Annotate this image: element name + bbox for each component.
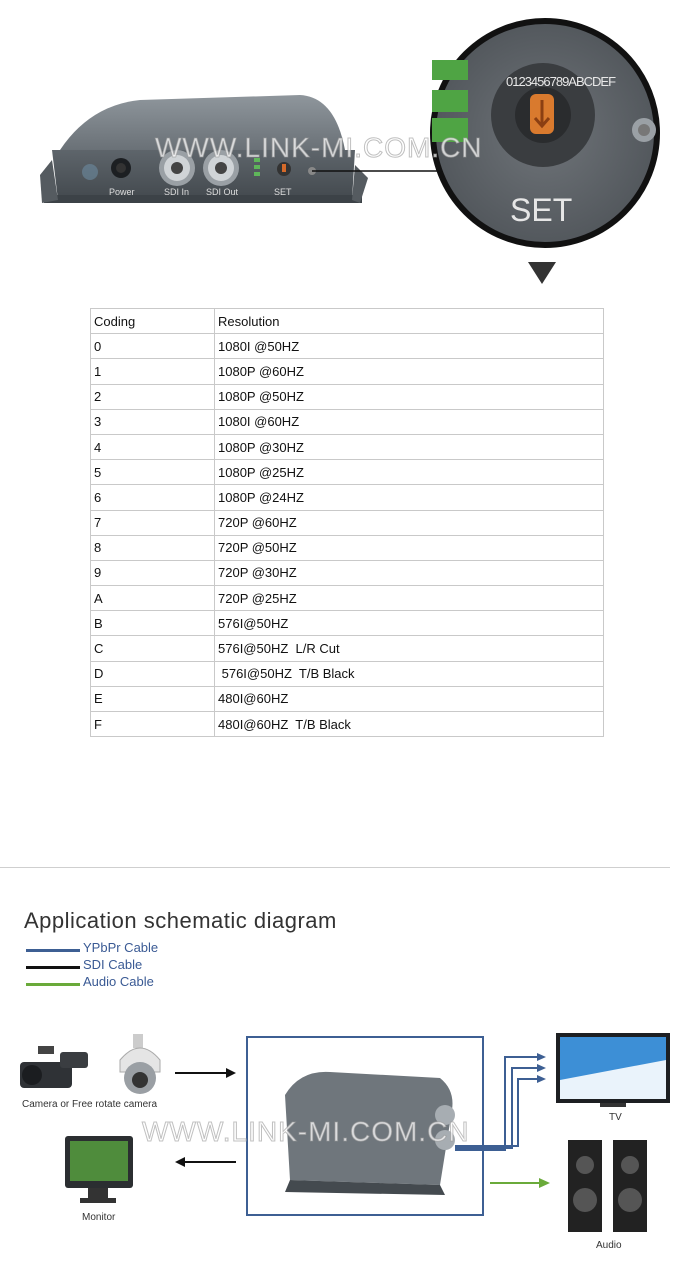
- table-row: [91, 586, 604, 611]
- table-row: [91, 334, 604, 359]
- tv-label: TV: [609, 1112, 622, 1123]
- resolution-cell: 720P @50HZ: [215, 535, 604, 560]
- coding-cell: C: [91, 636, 215, 661]
- resolution-cell: 576I@50HZ L/R Cut: [215, 636, 604, 661]
- coding-cell: A: [91, 586, 215, 611]
- table-row: [91, 712, 604, 737]
- resolution-table: [90, 308, 604, 737]
- audio-label: Audio: [596, 1240, 622, 1251]
- set-dial: [277, 162, 291, 176]
- application-title: Application schematic diagram: [24, 908, 337, 933]
- coding-cell: 3: [91, 409, 215, 434]
- coding-cell: 5: [91, 460, 215, 485]
- sdi-in-label: SDI In: [164, 187, 190, 197]
- camera-label: Camera or Free rotate camera: [22, 1099, 158, 1110]
- coding-cell: B: [91, 611, 215, 636]
- coding-cell: 1: [91, 359, 215, 384]
- watermark-top: WWW.LINK-MI.COM.CN: [155, 132, 483, 163]
- coding-cell: 0: [91, 334, 215, 359]
- coding-cell: D: [91, 661, 215, 686]
- legend-audio-line: [26, 983, 80, 986]
- legend-ypbpr-line: [26, 949, 80, 952]
- table-row: [91, 661, 604, 686]
- table-row: [91, 434, 604, 459]
- coding-cell: E: [91, 686, 215, 711]
- table-row: [91, 485, 604, 510]
- legend-sdi-text: SDI Cable: [83, 957, 143, 972]
- table-row: [91, 560, 604, 585]
- resolution-cell: 1080P @50HZ: [215, 384, 604, 409]
- table-row: [91, 510, 604, 535]
- speakers-icon: [568, 1140, 647, 1232]
- table-header-row: [91, 309, 604, 334]
- monitor-icon: [65, 1136, 133, 1203]
- resolution-cell: 480I@60HZ T/B Black: [215, 712, 604, 737]
- monitor-label: Monitor: [82, 1212, 116, 1223]
- resolution-cell: 1080I @50HZ: [215, 334, 604, 359]
- table-row: [91, 384, 604, 409]
- table-row: [91, 636, 604, 661]
- legend-sdi-line: [26, 966, 80, 969]
- resolution-cell: 1080P @30HZ: [215, 434, 604, 459]
- resolution-cell: 1080P @60HZ: [215, 359, 604, 384]
- dial-digits: 0123456789ABCDEF: [506, 74, 616, 89]
- resolution-cell: 480I@60HZ: [215, 686, 604, 711]
- legend-ypbpr-text: YPbPr Cable: [83, 940, 159, 955]
- table-row: [91, 409, 604, 434]
- resolution-cell: 1080P @25HZ: [215, 460, 604, 485]
- table-row: [91, 611, 604, 636]
- coding-cell: 2: [91, 384, 215, 409]
- header-resolution: Resolution: [215, 309, 604, 334]
- dome-camera-icon: [120, 1034, 160, 1094]
- coding-cell: 4: [91, 434, 215, 459]
- down-arrow-icon: [528, 262, 556, 284]
- camcorder-icon: [20, 1046, 88, 1088]
- power-label: Power: [109, 187, 135, 197]
- set-label-small: SET: [274, 187, 292, 197]
- table-row: [91, 686, 604, 711]
- resolution-cell: 576I@50HZ T/B Black: [215, 661, 604, 686]
- legend-audio-text: Audio Cable: [83, 974, 154, 989]
- coding-cell: 9: [91, 560, 215, 585]
- table-row: [91, 535, 604, 560]
- resolution-cell: 720P @25HZ: [215, 586, 604, 611]
- resolution-cell: 576I@50HZ: [215, 611, 604, 636]
- coding-cell: 7: [91, 510, 215, 535]
- resolution-cell: 1080I @60HZ: [215, 409, 604, 434]
- header-coding: Coding: [91, 309, 215, 334]
- resolution-cell: 1080P @24HZ: [215, 485, 604, 510]
- sdi-out-label: SDI Out: [206, 187, 239, 197]
- coding-cell: 6: [91, 485, 215, 510]
- section-divider: [0, 867, 670, 868]
- tv-icon: [556, 1033, 670, 1107]
- coding-cell: 8: [91, 535, 215, 560]
- watermark-bottom: WWW.LINK-MI.COM.CN: [142, 1116, 470, 1147]
- table-row: [91, 359, 604, 384]
- set-zoom-label: SET: [510, 192, 573, 228]
- coding-cell: F: [91, 712, 215, 737]
- resolution-cell: 720P @60HZ: [215, 510, 604, 535]
- resolution-cell: 720P @30HZ: [215, 560, 604, 585]
- table-row: [91, 460, 604, 485]
